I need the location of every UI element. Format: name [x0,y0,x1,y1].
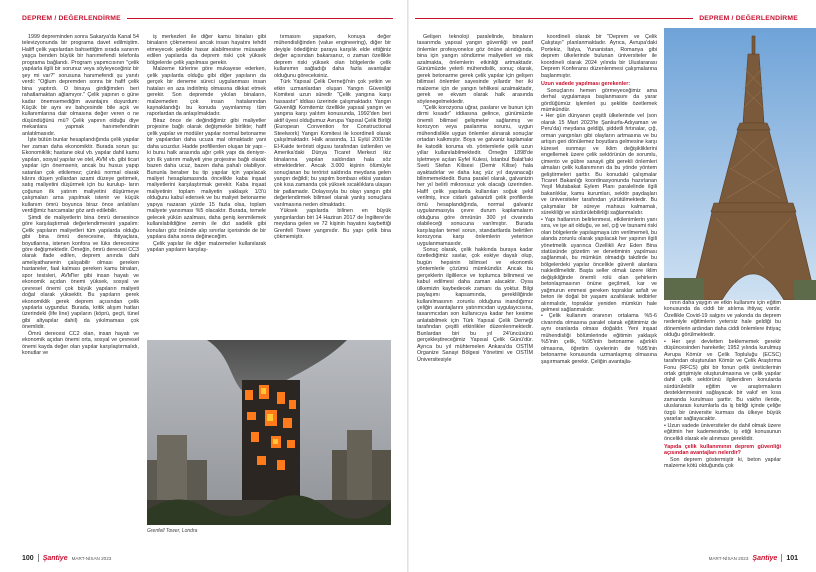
bullet-paragraph: • Uzun vadede üniversiteler de dahil olmak üzere eğitimin her kademesinde, iş etiği konusunun öncelikli olarak ele alınması gereklidir. [664,422,781,442]
header-rule [415,18,693,19]
issue-date: MART-NİSAN 2023 [71,555,112,561]
issue-date: MART-NİSAN 2023 [708,555,749,561]
paragraph: 1999 depreminden sonra Sakarya'da Kanal 54 televizyonunda bir programa davet edilmiştim. Haliff çelik yapılardan bahsettiğim sırada sanırım yaşça benden büyük bir hanımefendi telefonla programa bağlandı. Program yapımcısının "çelik yapılarla ilgili bir sorunuz veya söyleyeceğiniz bir şey mi var?" sorusuna hanımefendi şu yanıtı verdi: "Oğlum depremden sonra bir hafif çelik bina yaptırdı. O binaya girdiğimden beri rahatlamaktan ağlamıyor." Çelik yapının o güne kadar önemsemediğim avantajını duyurdum: Küçük bir aynı ev bahçesinde bile açık ve kullanımlarına dair olmasına değer veren o ne düşündüğünü mü? Çelik yapının olduğu diye mekanlara yapmak hanımefendinin anlatılmasıdır. [22,34,139,137]
paragraph: Gelişen teknoloji paralelinde, binaların tasarımda yapısal yangın güvenliği ve pasif önlemler profesyonelce göz önüne alındığında, bina için yangın söndürme maliyetleri ve risk azalmakta, önlemlerin etkinliği artmaktadır. Günümüzde yeterli mühendislik, sonuç olarak, gerek betonarme gerek çelik yapılar için gelişen bilimsel önlemler sayesinde yıllardır her iki malzeme için de yangın tehlikesi azalmaktadır, gerek ve ekvam olarak halk arasında söylenegelmektedir. [417,34,533,105]
paragraph: Sonuçlarını hemen görmeyeceğimiz ama derhal uygulamaya başlanmasını da yarar gördüğümüz işlemleri şu şekilde özetlemek mümkündür. [541,87,657,113]
paragraph: Çelik yapılar ile diğer malzemeler kullanılarak yapılan yapıların karşılaş- [147,240,266,253]
magazine-logo: Şantiye [42,554,68,562]
paragraph: tırmasını yaparken, konuya değer mühendisliğinden (value engineering), diğer bir deyişle ödediğiniz paraya karşılık elde ettiğiniz değer açısından bakarsanız, o zaman özellikle deprem riski yüksek olan bölgelerde çelik kullanımın sağladığı daha fazla avantajlar olduğunu göreceksiniz. [274,34,391,79]
paragraph: Şimdi de maliyetlerin bina ömrü dersesince göre karşılaştırmalı değerlendirmesini yapalım: Çelik yapıların maliyetleri tüm yapılarda olduğu gibi bina ömrü derecesine, ihtiyaçlara, boyutlarına, istenen konfora ve lüks derecesine göre değişmektedir. Örneğin, ömrü derecesi CC3 olarak ifade edilen, deprem anında dahi ameliyathanenin çalışabilir olması gereken hastaneler, faal kalması gereken kamu binaları, spor tesisleri, AVM'ler gibi insan hayatı ve ekonomik açıdan önemi yüksek, sosyal ve çevresel önemi çok büyük yapıların maliyeti doğal olarak yüksektir. Bu yapıların gerek ekonomiklik gerek deprem açısından çelik yapılarla uygundur. Burada, kritik alışım hatları üzerindeki (life line) yapıların (köprü, geçit, tünel gibi altyapılar dahil) da yıkılmaması çok önemlidir. [22,214,139,331]
left-column-1 [22,34,139,554]
left-column-2 [147,34,266,334]
section-label: DEPREM / DEĞERLENDİRME [22,14,121,22]
right-page-header [415,11,798,25]
paragraph: Yüksek yapılarda bilinen en büyük yangınlardan biri 14 Haziran 2017 de İngiltere'de meydana gelen ve 72 kişinin hayatını kaybettiği Grenfell Tower yangınıdır. Bu yapı çelik bina çökmemiştir. [274,208,391,241]
bullet-paragraph: • Yapı hatlarının belirlenmesi, etkilenimlerin yanı sıra, ve işe ait olduğu, ve sel, çığ ve tsunami riski olan bölgelerde yapılaşmaya izin verilmemeli, bu alanda zorunlu olarak yapılacak her yapının ilgili yönetmelik uyarınca Özellikli Arz Eden Bina statüsünde gözetim ve denetiminin yapılması sağlanmalı, bu mümkün olmadığı takdirde bu bölgelerdeki yapılar öncelikle güvenli alanlara nakledilmelidir. Başta seller olmak üzere iklim değişikliğinde önemli rolü olan şehirlerin betonlaşmasının önüne geçilmeli, kar ve yağmurun emmesi gereken topraklar asfalt ve beton ile doğal bir yaşamı azaltılarak tedbirler alınmalıdır, topraklar yeniden mümkün hale gelmesi sağlanmalıdır. [541,216,657,314]
header-rule [127,18,393,19]
paragraph: Ömrü derecesi CC2 olan, insan hayatı ve ekonomik açıdan önemi orta, sosyal ve çevresel önemi kayda değer olan yapılar karşılaştırmalıdı, konutlar ve [22,330,139,357]
right-column-2 [541,34,657,554]
right-column-1 [417,34,533,554]
right-page [409,0,816,572]
page-number: 100 [22,554,34,562]
section-label: DEPREM / DEĞERLENDİRME [699,14,798,22]
left-footer [22,553,111,563]
right-column-3 [664,300,781,555]
eiffel-tower-photo [664,28,816,300]
paragraph: Türk Yapısal Çelik Derneği'nin çok yetkin ve etkin uzmanlardan oluşan Yangın Güvenliği Komitesi uzun süredir "Çelik yangına karşı hassastır" iddiası üzerinde çalışmaktadır. Yangın Güvenliği Komitemiz özellikle yapısal yangın ve yangına karşı yalıtım konusunda, 1992'den beri aktif üyesi olduğumuz Avrupa Yapısal Çelik Birliği (European Convention for Constructional Steelwork) Yangın Komitesi ile koordineli olarak çalışılmaktadır. Halk arasında, 11 Eylül 2001'de El-Kaide teröristi olgusu tarafından üstlenilen ve Amerika'daki Dünya Ticaret Merkezi ikiz binalarına yapılan saldırıdan hala söz etmektedirler. Ancak 3.000 kişinin ölümüyle sonuçlanan bu terörist saldırıda meydana gelen yangın değildi; bu yapılm bombası etkisi yaratan çok kısa zamanda çok yüksek sıcaklıklara ulaşan bir patlamadır. Dolayısıyla bu olayı yangın gibi değerlendirmek bilimsel olarak yanlış sonuçlara varılmasına neden olmaktadır. [274,79,391,208]
paragraph: iş merkezleri ile diğer kamu binaları gibi binaların çökmemesi ancak insan hayatını tehdit etmeyecek şekilde hasar alabilmesine müsaade edilen yapılarda da deprem riski çok yüksek bölgelerde çelik yapılması gerekir. [147,34,266,66]
paragraph: rının daha yaygın ve etkin kullanımı için eğitim konusunda da ciddi bir atılıma ihtiyaç vardır. Özellikle Covid-19 salgını ve yakında da deprem nedeniyle eğitimlerin yetersiz hale geldiği bu dönemlerin ardından daha ciddi önlemlere ihtiyaç olduğu görülmektedir. [664,300,781,339]
page-number: 101 [786,554,798,562]
paragraph: koordineli olarak bir "Deprem ve Çelik Çalıştayı" planlanmaktadır. Ayrıca, Avrupa'daki Portekiz, İtalya, Yunanistan, Romanya gibi deprem ülkelerinde bulunan üniversiteler ile koordineli olarak 2024 yılında bir Uluslararası Deprem Konferansı düzenlenmesi çalışmalarına başlanmıştır. [541,34,657,79]
paragraph: Malzeme türlerine göre mukayese ederken, çelik yapılarda olduğu gibi diğer yapıların da gerçek bir deneme süreci uygulanması insan hataları en aza indirilmiş olmasına dikkat etmek gerekir. Son depremde yıkılan binaların, malzemeden çok insan hatalarından kaynaklandığı bu konuda yayınlanmış tüm raporlardan da anlaşılmaktadır. [147,66,266,118]
photo-caption: Grenfell Tower, Londra [147,528,198,534]
footer-separator [781,554,782,562]
bullet-paragraph: • Çelik kullanım oranının ortalama %5-6 civarında olmasına paralel olarak eğitimimiz de aynı oranlarda olması doğaldır. Yeni inşaat mühendisliği bölümlerinde eğitimin yaklaşık %5'inin çelik, %95'inin betonarme ağırlıklı olmasına, öğretim üyelerinin de %95'inin betonarme konusunda uzmanlaşmış olmasına şaşırmamak gerekir. Çeliğin avantajla- [541,313,657,365]
left-page [0,0,407,572]
magazine-logo: Şantiye [752,554,778,562]
paragraph: İşte bütün bunlar hesaplandığında çelik yapılar her zaman daha ekonomiktir. Burada sorun şu: Ekonomiklik; hastane okul vb. yapılar dahil kamu yapıları, sosyal yapılar ve otel, AVM vb. gibi ticari yapılar için önemsenir, ancak bu husus yapıp satanları çok etkilemez; çünkü normal olarak kârını düşen yollardan azami düzeye getirmek, satış maliyetini düşürmek için bu kurulup- ların çoğunun ilk yatırım maliyetini düşürmeye çalışmaları arna yapılmak istenir ve küçük kullanım ömrü boyunca biraz önce anlatılanı verdiğimiz harcamalar göz ardı edilebilir. [22,137,139,215]
paragraph: Son deprem göstermiştir ki, beton yapılar malzeme kötü olduğunda çok [664,456,781,470]
left-column-3 [274,34,391,334]
footer-separator [38,554,39,562]
right-footer [709,553,798,563]
subheading: Uzun vadede yapılması gerekenler: [541,81,631,88]
left-page-header [22,11,393,25]
paragraph: Sonuç olarak, çelik hakkında buraya kadar özetlediğimiz savlar, çok eskiye dayalı olup, bugün hepsinin bilimsel ve ekonomik yöntemlerle çözümü mümkündür. Ancak bu gerçeklerin ilgililerce ve toplumca bilinmesi ve kabul edilmesi daha zaman alacaktır. Oysa ülkemizin kaybedecek zamanı da yoktur. Bilgi paylaşımı kapsamında, gerekliliğinde kullanılmasının zorunlu olduğuna inandığımız çeliğin avantajlarını yatırımcıdan uygulayıcısına, tasarımcıdan son kullanıcıya kadar her kesime anlatabilmek için Türk Yapısal Çelik Derneği tarafından çeşitli etkinlikler düzenlenmektedir. Bunlardan biri bu yıl 24'üncüsünü gerçekleştireceğimiz Yapısal Çelik Günü'dür. Ayrıca bu yıl mühtemelen Ankara'da OSTİM Organize Sanayi Bölgesi Yönetimi ve OSTİM Üniversitesiyle [417,246,533,363]
paragraph: "Çelik korozyona uğrar, paslanır ve bunun için dirmi kısadır" iddiasına gelince, günümüzde önemli bilimsel gelişmeler sağlanmış ve korozyon veya paslanma sorunu, uygun mühendislikle uygun önlemler alınarak sonuçlar ortadan kalkmıştır. Boya ve galvaniz kaplamalar ile katodik koruma vb. yöntemlerle çelik uzun yıllar kullanılabilmektedir. Örneğin 1898'de işletmeye açılan Eyfel Kulesi, İstanbul Balat'taki Sveti Stefan Kilisesi (Demir Kilise) hala ayaktadırlar ve daha kaç yüz yıl dayanacağı bilinmemektedir. Buna paralel olarak, galvanizin her yıl belirli mikronsuz yok olacağı üzerinden. Hafif çelik yapılarda kullanılan soğuk şekil verilmiş, ince cidarlı galvanizli çelik profillerde örnü hesaplandığında, normal galvaniz uygulanmasıyla çevre durum kaplamaların olduğuna göre ömrünün 300 yıl civarında olabileceği sonucuna varılmıştır. Burada karşılaşılan temel sorun, standartlarda belirtilen korozyona karşı önlemlerin yeterince uygulanmamasıdır. [417,104,533,247]
bullet-paragraph: • Her gün dünyanın çeşitli ülkelerinde vel (son olarak 15 Mart 2023'te Şanlıurfa-Adıyaman ve Peru'da) meydana geldiği, şiddetli fırtınalar, çığ, orman yangınları gibi olayların artmasına ve bu artışın geri dönülemez boyutlara gelmesine karşı küresel ısınmayı ve iklim değişikliklerini engellemek üzere çelik sektörünün de sorumlu, çimento ve gübre sanayii gibi gerekli önlemleri almaları çelik kullanımının da bu yönde yöntem geliştirmeleri şarttır. Bu konudaki çalışmalar Ticaret Bakanlığı koordinasyonunda hazırlanan Yeşil Mutabakat Eylem Planı paralelinde ilgili bakanlıklar, kamu kurumları, sektör paydaşları ve üniversiteler tarafından yürütülmektedir. Bu çalışmalar bir süreye mahsus kalmamalı, sürekliliği ve sürdürülebilirliği sağlanmalıdır. [541,113,657,217]
paragraph: Biraz önce de değindiğimiz gibi maliyetler projesine bağlı olarak değişmekle birlikte; hafif çelik yapılar ve modüler yapılar normal betonarme bir yapılardan daha ucuza mal olmaktadır yani daha ucuzdur. Hadde profillerden oluşan bir yapı -ki bunu halk arasında ağır çelik yapı da deniyor- için ilk yatırım maliyeti yine projesine bağlı olarak bazen daha ucuz, bazen daha pahalı olabiliyor. Bununla beraber bu tip yapılar için yapılacak maliyet hesaplamasında öncelikle kaba inşaat maliyetlerini karşılaştırmak gerekir. Kaba inşaat maliyetinin toplam maliyetin yaklaşık 1/3'ü olduğunu kabul edersek ve bu maliyet betonarme yapıya nazaran yüzde 15 fazla olsa, toplam maliyete yansıması %5 olacaktır. Burada, temele gelecek yükün azalması, daha geniş kenmilemek kullanılabildiğine zemin ile dizi sadelik gibi konuları göz önünde alıp sınırlar içerisinde de bir yapılara daha sonra değineceğim. [147,117,266,241]
subheading: Yapıda çelik kullanımının deprem güvenliği açısından avantajları nelerdir? [664,443,781,457]
bullet-paragraph: • Her şeyi devletten beklememek gerekir düşüncesinden hareketle; 1952 yılında kurulmuş Avrupa Kömür ve Çelik Topluluğu (ECSC) tarafından oluşturulan Kömür ve Çelik Araştırma Fonu (RFCS) gibi bir fonun çelik üreticilerinin ortak girişimiyle oluşturulmasına ve çelik yapılar dahil çelik sektörünü ilgilendiren konularda sürdürülebilir eğitim ve araştırmaların desteklenmesini sağlayacak bir vakıf en kısa zamanda kurulması şarttır. Bu vakfın ileride, uluslararası kurumlarla da iş birliği içinde çeliğe özgü bir üniversite kurması da ülkeye büyük yararlar sağlayacaktır. [664,338,781,423]
grenfell-tower-photo [147,340,391,525]
